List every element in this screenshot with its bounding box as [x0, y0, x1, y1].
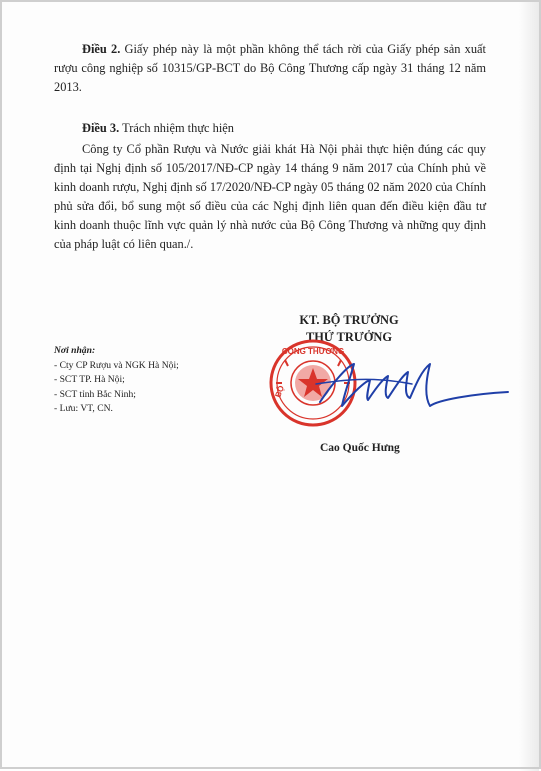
- article-2-label: Điều 2.: [82, 42, 121, 56]
- article-3-body: Công ty Cổ phần Rượu và Nước giải khát Hà Nội phải thực hiện đúng các quy định tại Nghị định số 105/2017/NĐ-CP ngày 14 tháng 9 năm 2017 của Chính phủ về kinh doanh rượu, Nghị định số 17/2020/NĐ-CP ngày 05 tháng 02 năm 2020 của Chính phủ sửa đổi, bổ sung một số điều của các Nghị định liên quan đến điều kiện đầu tư kinh doanh thuộc lĩnh vực quản lý nhà nước của Bộ Công Thương và những quy định của pháp luật có liên quan./.: [54, 142, 486, 251]
- recipients-block: [54, 344, 179, 417]
- recipient-item: - SCT tỉnh Bắc Ninh;: [54, 388, 136, 400]
- article-3-heading: [82, 119, 502, 138]
- article-2-paragraph: [54, 40, 486, 97]
- signer-title-line-1: KT. BỘ TRƯỞNG: [299, 313, 399, 327]
- recipient-item: - Lưu: VT, CN.: [54, 403, 113, 414]
- page-edge-shadow: [519, 2, 539, 771]
- article-2-text: Giấy phép này là một phần không thể tách rời của Giấy phép sản xuất rượu công nghiệp số 10315/GP-BCT do Bộ Công Thương cấp ngày 31 tháng 12 năm 2013.: [54, 42, 486, 94]
- signer-name: Cao Quốc Hưng: [320, 442, 400, 454]
- recipient-item: - SCT TP. Hà Nội;: [54, 374, 125, 385]
- recipients-title: Nơi nhận:: [54, 345, 96, 356]
- handwritten-signature-icon: [312, 354, 512, 424]
- recipient-item: - Cty CP Rượu và NGK Hà Nội;: [54, 359, 179, 371]
- svg-text:CÔNG THƯƠNG: CÔNG THƯƠNG: [281, 347, 345, 356]
- article-3-label: Điều 3.: [82, 121, 120, 135]
- article-3-heading-text: Trách nhiệm thực hiện: [122, 121, 234, 135]
- signer-title-line-2: THỨ TRƯỞNG: [306, 330, 392, 344]
- svg-text:BỘ: BỘ: [273, 384, 286, 399]
